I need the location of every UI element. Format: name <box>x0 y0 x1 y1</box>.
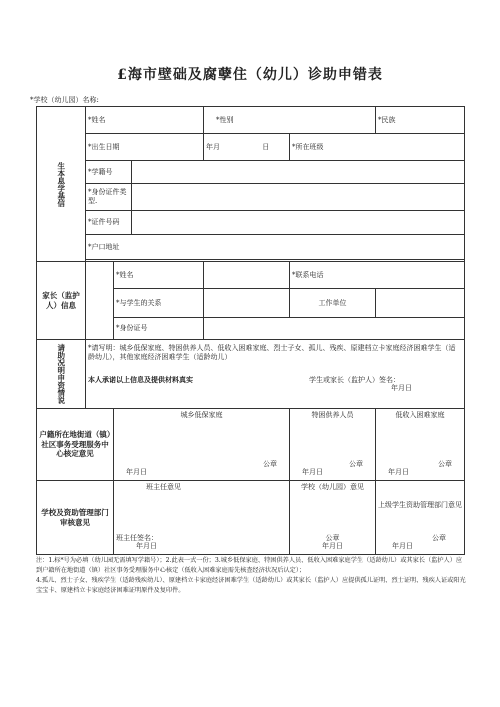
explain-area[interactable]: *请写明：城乡低保家庭、特困供养人员、低收入困难家庭、烈士子女、孤儿、残疾、原建档立卡家庭经济困难学生（适龄幼儿），其他家庭经济困难学生（适龄幼儿） 本人承诺以上信息及提供材料真实 学生或家长（监护人）签名： 年月日 <box>86 340 465 409</box>
student-section-label: 生本息学基信 <box>37 107 86 262</box>
student-ethnicity-field[interactable]: *民族 <box>376 107 465 134</box>
explain-section-label: 请助况明申资情说 <box>37 340 86 409</box>
community-col-dibao[interactable]: 城乡低保家庭 公章 年月日 <box>114 409 290 481</box>
form-title: £海市壁础及腐孽住（幼儿）诊助申错表 <box>117 67 383 83</box>
community-section-label: 户籍所在地街道（镇）社区事务受理服务中心核定意见 <box>37 409 114 481</box>
id-type-field[interactable] <box>132 184 465 211</box>
guardian-signature-label: 学生或家长（监护人）签名： <box>309 375 400 384</box>
upper-dept-opinion-cell[interactable]: 上级学生资助管理部门意见 公章 年月日 <box>376 481 465 555</box>
guardian-phone-field[interactable]: *联系电话 <box>290 262 465 289</box>
notes-line-2: 4.孤儿、烈士子女、残疾学生（适龄残疾幼儿）、原建档立卡家庭经济困难学生（适龄幼儿）或其家长（监护人）应提供孤儿证明、烈士证明、残疾人证或阳光宝宝卡、原建档立卡家庭经济困难证明原件及复印件。 <box>36 576 466 594</box>
community-col-tekun[interactable]: 特困供养人员 公章 年月日 <box>290 409 376 481</box>
community-col-low-income[interactable]: 低收入困难家庭 公章 年月日 <box>376 409 465 481</box>
birth-date-field[interactable]: 年月 日 <box>204 134 290 161</box>
birth-date-label: *出生日期 <box>86 134 204 161</box>
student-gender-field[interactable]: *性别 <box>204 107 376 134</box>
explain-date: 年月日 <box>391 384 412 393</box>
id-type-label: *身份证件类型. <box>86 184 132 211</box>
pledge-text: 本人承诺以上信息及提供材料真实 <box>88 375 193 384</box>
guardian-section-label: 家长（监护人）信息 <box>37 262 86 340</box>
student-no-label: *学籍号 <box>86 161 132 184</box>
notes-line-1: 注：1.标*号为必填（幼儿园无需填写学籍号）；2.此表一式一份；3.城乡低保家庭、特困供养人员、低收入困难家庭学生（适龄幼儿）或其家长（监护人）应到户籍所在地街道（镇）社区事务受理服务中心核定（低收入困难家庭需先核查经济状况后认定）； <box>36 557 463 574</box>
work-unit-label: 工作单位 <box>290 289 376 318</box>
application-form-table <box>36 106 465 555</box>
id-number-label: *证件号码 <box>86 211 132 235</box>
student-no-boxes[interactable] <box>132 161 465 184</box>
school-review-section-label: 学校及资助管理部门审核意见 <box>37 481 114 555</box>
hukou-address-field[interactable]: *户口地址 <box>86 235 465 260</box>
relation-label: *与学生的关系 <box>114 289 204 318</box>
class-field[interactable]: *所在班级 <box>290 134 465 161</box>
teacher-signature-label: 班主任签名： <box>116 533 158 542</box>
work-unit-field[interactable] <box>376 289 465 318</box>
school-opinion-cell[interactable]: 学校（幼儿园）意见 公章 年月日 <box>290 481 376 555</box>
id-number-boxes[interactable] <box>132 211 465 235</box>
relation-field[interactable] <box>204 289 290 318</box>
teacher-opinion-cell[interactable]: 班主任意见 班主任签名： 年月日 <box>114 481 290 555</box>
form-notes <box>36 556 466 596</box>
student-name-field[interactable]: *姓名 <box>86 107 204 134</box>
guardian-id-label: *身份证号 <box>114 318 204 340</box>
school-name-label: *学校（幼儿园）名称: <box>30 96 99 104</box>
guardian-name-field[interactable]: *姓名 <box>114 262 204 289</box>
guardian-id-boxes[interactable] <box>204 318 465 340</box>
